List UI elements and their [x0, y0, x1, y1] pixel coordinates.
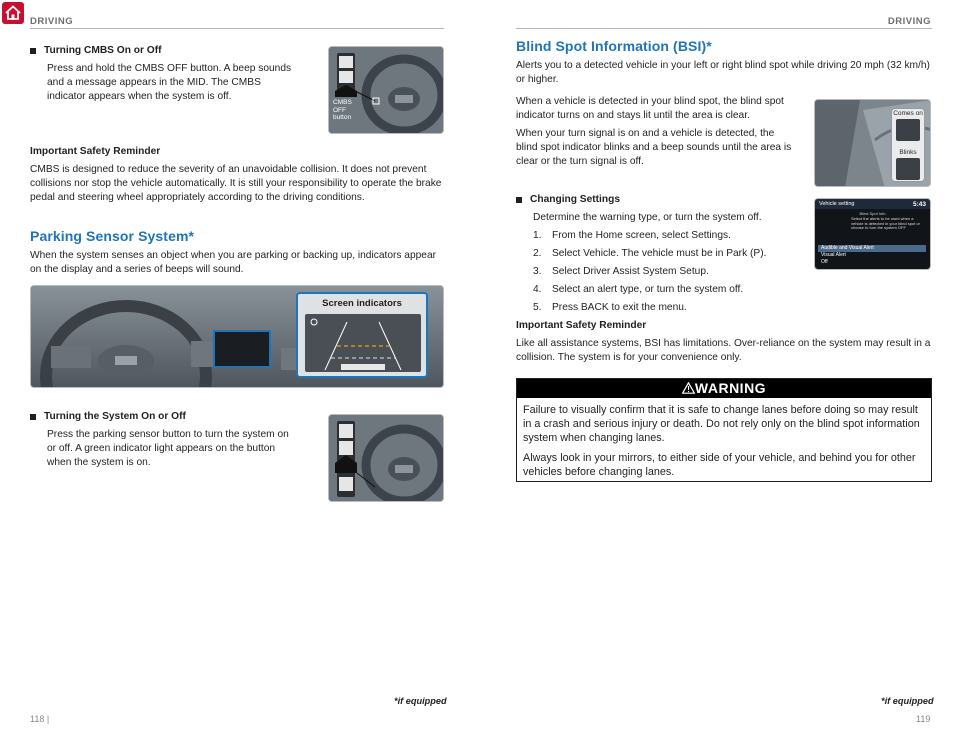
screen-time: 5:43	[912, 200, 926, 208]
display-highlight-box	[213, 330, 271, 368]
settings-intro: Determine the warning type, or turn the system off.	[533, 212, 762, 223]
mirror-indicator-panel	[891, 108, 925, 182]
header-divider-right	[516, 28, 932, 29]
cmbs-section	[30, 44, 300, 104]
parking-sensor-button-photo	[328, 414, 444, 502]
warning-body	[517, 398, 931, 490]
changing-settings-heading: Changing Settings	[516, 193, 796, 207]
list-item: 4. Select an alert type, or turn the system off.	[533, 284, 744, 295]
screen-title-bar	[815, 199, 930, 209]
screen-subtitle: Blind Spot Info	[859, 211, 886, 216]
list-item: 3. Select Driver Assist System Setup.	[533, 266, 709, 277]
bullet-square-icon	[30, 48, 36, 54]
screen-description: Select the alerts to be used when a vehicle is detected in your blind spot or choose to turn the system OFF	[851, 216, 920, 231]
section-label-left: DRIVING	[30, 16, 74, 27]
bsi-title: Blind Spot Information (BSI)*	[516, 38, 712, 54]
cmbs-button-photo	[328, 46, 444, 134]
section-label-right: DRIVING	[887, 16, 931, 27]
screen-indicators-label: Screen indicators	[322, 298, 402, 309]
warning-box	[516, 378, 932, 482]
option-audible-visual[interactable]: Audible and Visual Alert	[818, 245, 926, 252]
parking-sensor-body: When the system senses an object when you are parking or backing up, indicators appear on the display and a series of beeps will sound.	[30, 250, 437, 275]
warning-title: WARNING	[694, 380, 767, 396]
footnote-left: *if equipped	[394, 696, 447, 706]
bsi-mirror-photo	[814, 99, 931, 187]
bsi-safety-heading: Important Safety Reminder	[516, 320, 647, 331]
safety-reminder-body: CMBS is designed to reduce the severity of an unavoidable collision. It does not prevent collisions nor stop the vehicle automatically. It is still your responsibility to operate the brake pedal and steering wheel appropriately according to the driving conditions.	[30, 164, 442, 203]
page-number-right: 119	[916, 714, 931, 724]
bullet-square-icon	[30, 414, 36, 420]
bsi-safety-body: Like all assistance systems, BSI has limitations. Over-reliance on the system may result in a collision. The system is for your convenience only.	[516, 338, 931, 363]
warning-paragraph-2: Always look in your mirrors, to either side of your vehicle, and behind you for other vehicles before changing lanes.	[523, 452, 916, 478]
list-item: 5. Press BACK to exit the menu.	[533, 302, 687, 313]
settings-steps	[516, 229, 796, 315]
parking-toggle-heading: Turning the System On or Off	[30, 410, 300, 424]
bullet-square-icon	[516, 197, 522, 203]
warning-triangle-icon	[682, 380, 695, 399]
safety-reminder-heading: Important Safety Reminder	[30, 146, 161, 157]
option-off[interactable]: Off	[821, 259, 828, 265]
cmbs-heading: Turning CMBS On or Off	[30, 44, 300, 58]
page-number-left: 118 |	[30, 714, 50, 724]
comes-on-label: Comes on	[893, 110, 923, 117]
blinks-label: Blinks	[899, 149, 917, 156]
car-indicator-on-icon	[896, 119, 920, 141]
cmbs-body: Press and hold the CMBS OFF button. A beep sounds and a message appears in the MID. The CMBS indicator appears when the system is off.	[47, 63, 292, 102]
footnote-right: *if equipped	[881, 696, 934, 706]
car-indicator-blink-icon	[896, 158, 920, 180]
bsi-intro: Alerts you to a detected vehicle in your left or right blind spot while driving 20 mph (32 km/h) or higher.	[516, 60, 930, 85]
parking-sensor-title: Parking Sensor System*	[30, 228, 195, 244]
parking-dashboard-photo	[30, 285, 444, 388]
list-item: 2. Select Vehicle. The vehicle must be in Park (P).	[533, 248, 767, 259]
warning-paragraph-1: Failure to visually confirm that it is safe to change lanes before doing so may result in a crash and serious injury or death. Do not rely only on the blind spot information system when changing lanes.	[523, 404, 920, 444]
screen-options	[818, 245, 926, 266]
option-visual[interactable]: Visual Alert	[821, 252, 846, 258]
screen-indicators-callout	[296, 292, 428, 378]
vehicle-setting-screen	[814, 198, 931, 270]
rear-camera-view	[305, 314, 421, 372]
cmbs-image-label: CMBS OFF button	[333, 99, 352, 121]
warning-header	[517, 379, 931, 398]
list-item: 1. From the Home screen, select Settings.	[533, 230, 731, 241]
home-icon[interactable]	[2, 2, 24, 24]
screen-title: Vehicle setting	[819, 201, 855, 207]
parking-toggle-body: Press the parking sensor button to turn the system on or off. A green indicator light appears on the button when the system is on.	[47, 429, 289, 468]
header-divider-left	[30, 28, 444, 29]
bsi-paragraph-1: When a vehicle is detected in your blind spot, the blind spot indicator turns on and stays lit until the area is clear.	[516, 96, 784, 121]
bsi-paragraph-2: When your turn signal is on and a vehicle is detected, the blind spot indicator blinks and a beep sounds until the area is clear or the turn signal is off.	[516, 128, 792, 167]
